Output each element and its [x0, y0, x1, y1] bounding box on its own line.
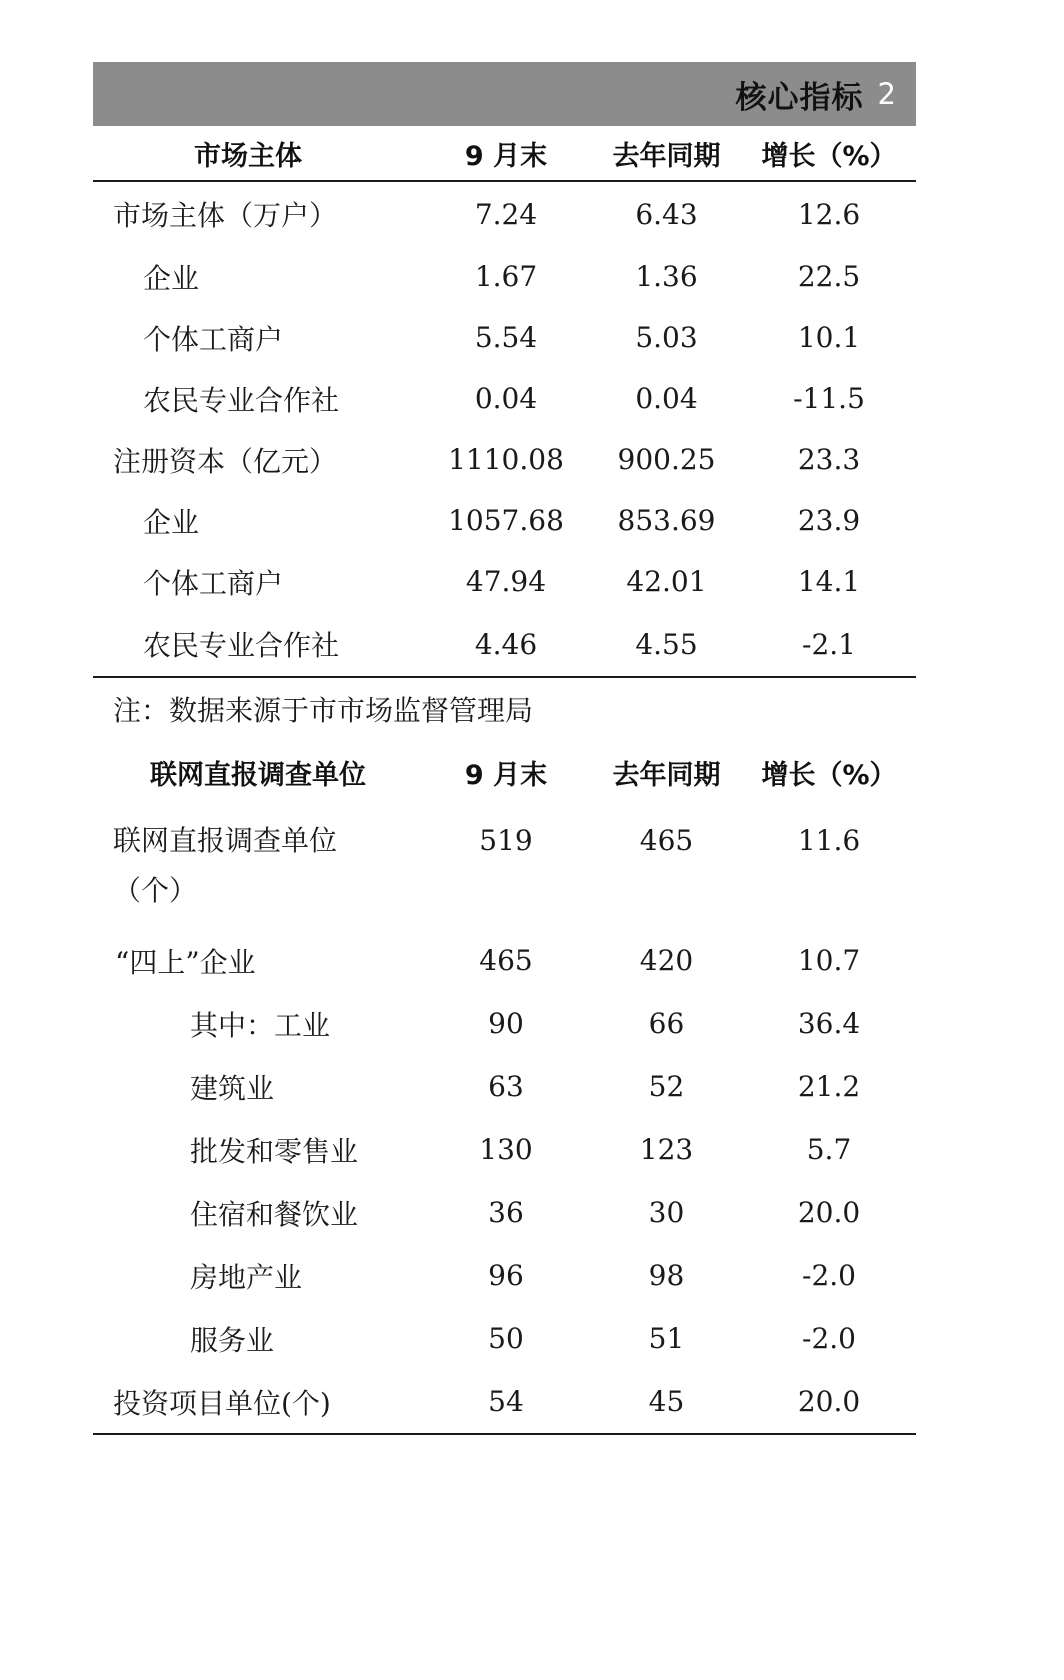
row-label: 房地产业 — [190, 1260, 303, 1294]
cell-value: 10.1 — [797, 321, 861, 354]
cell-value: 42.01 — [626, 565, 707, 598]
cell-value: 853.69 — [617, 504, 716, 537]
table-row — [93, 929, 916, 992]
row-label: 注册资本（亿元） — [113, 444, 338, 478]
cell-value: -2.0 — [802, 1322, 856, 1355]
table-row — [93, 182, 916, 246]
cell-value: 63 — [488, 1070, 524, 1103]
cell-value: 54 — [488, 1385, 524, 1418]
cell-value: 45 — [648, 1385, 685, 1418]
column-header: 增长（%） — [761, 140, 897, 172]
page-number: 2 — [877, 77, 896, 111]
table-row — [93, 246, 916, 307]
row-label: “四上”企业 — [115, 945, 256, 979]
column-header: 9 月末 — [464, 140, 548, 172]
cell-value: 52 — [648, 1070, 685, 1103]
row-label: 企业 — [143, 261, 200, 295]
cell-value: 1.36 — [635, 260, 698, 293]
row-label: 企业 — [143, 505, 200, 539]
cell-value: 30 — [648, 1196, 685, 1229]
cell-value: 66 — [648, 1007, 685, 1040]
cell-value: 98 — [648, 1259, 685, 1292]
row-label: 其中：工业 — [190, 1008, 331, 1042]
table-row — [93, 551, 916, 612]
cell-value: 4.46 — [474, 627, 538, 661]
cell-value: 123 — [639, 1133, 694, 1166]
cell-value: 10.7 — [797, 944, 861, 977]
cell-value: -2.1 — [802, 627, 856, 661]
cell-value: 5.03 — [635, 321, 698, 354]
table-row — [93, 490, 916, 551]
cell-value: 12.6 — [797, 197, 861, 231]
cell-value: 20.0 — [797, 1385, 861, 1418]
cell-value: 20.0 — [797, 1196, 861, 1229]
cell-value: 5.54 — [474, 321, 538, 354]
title-bar — [93, 62, 916, 126]
row-label: 联网直报调查单位（个） — [113, 824, 338, 907]
direct-report-units-table — [93, 740, 916, 1435]
row-label: 农民专业合作社 — [143, 383, 340, 417]
cell-value: 22.5 — [797, 260, 861, 293]
page-title: 核心指标 — [735, 79, 864, 116]
table-row — [93, 992, 916, 1055]
cell-value: 130 — [479, 1133, 533, 1166]
column-header: 市场主体 — [194, 140, 302, 172]
table-header-row — [93, 126, 916, 182]
row-label: 住宿和餐饮业 — [190, 1197, 359, 1231]
cell-value: 7.24 — [474, 197, 538, 231]
document-page — [93, 62, 916, 1435]
cell-value: 23.9 — [797, 504, 861, 537]
table-row — [93, 1118, 916, 1181]
table-row — [93, 612, 916, 678]
cell-value: 1110.08 — [448, 443, 564, 476]
row-label: 市场主体（万户） — [113, 199, 338, 232]
column-header: 去年同期 — [612, 759, 721, 791]
row-label: 建筑业 — [190, 1071, 275, 1105]
cell-value: -2.0 — [802, 1259, 856, 1292]
table-row — [93, 1055, 916, 1118]
cell-value: 4.55 — [635, 627, 698, 661]
row-label: 个体工商户 — [143, 322, 284, 356]
cell-value: 21.2 — [797, 1070, 861, 1103]
cell-value: 36.4 — [797, 1007, 861, 1040]
cell-value: 465 — [479, 944, 533, 977]
cell-value: 5.7 — [806, 1133, 852, 1166]
cell-value: 0.04 — [635, 382, 698, 415]
cell-value: 6.43 — [635, 197, 698, 231]
table-row — [93, 1370, 916, 1435]
row-label: 个体工商户 — [143, 566, 284, 600]
cell-value: 1057.68 — [448, 504, 564, 537]
cell-value: 900.25 — [617, 443, 716, 476]
cell-value: 90 — [488, 1007, 524, 1040]
cell-value: 36 — [488, 1196, 524, 1229]
cell-value: 96 — [488, 1259, 524, 1292]
table-row — [93, 804, 916, 929]
cell-value: 51 — [648, 1322, 685, 1355]
table-row — [93, 307, 916, 368]
cell-value: 47.94 — [465, 565, 547, 598]
cell-value: 465 — [639, 824, 694, 857]
cell-value: 50 — [488, 1322, 524, 1355]
table-row — [93, 1181, 916, 1244]
row-label: 投资项目单位(个) — [113, 1386, 331, 1420]
row-label: 农民专业合作社 — [143, 629, 340, 662]
cell-value: 11.6 — [797, 824, 861, 857]
table-header-row — [93, 740, 916, 804]
cell-value: 23.3 — [797, 443, 861, 476]
column-header: 9 月末 — [464, 759, 548, 791]
column-header: 联网直报调查单位 — [150, 759, 366, 791]
source-note: 注：数据来源于市市场监督管理局 — [113, 694, 534, 727]
cell-value: -11.5 — [793, 382, 865, 415]
table-row — [93, 1244, 916, 1307]
table-row — [93, 368, 916, 429]
row-label: 批发和零售业 — [190, 1134, 359, 1168]
cell-value: 1.67 — [474, 260, 538, 293]
market-entities-table — [93, 126, 916, 740]
table-row — [93, 1307, 916, 1370]
cell-value: 420 — [639, 944, 694, 977]
column-header: 增长（%） — [761, 759, 897, 791]
column-header: 去年同期 — [612, 140, 721, 172]
cell-value: 14.1 — [797, 565, 861, 598]
cell-value: 519 — [479, 824, 533, 857]
cell-value: 0.04 — [474, 382, 538, 415]
table-row — [93, 429, 916, 490]
row-label: 服务业 — [190, 1323, 275, 1357]
